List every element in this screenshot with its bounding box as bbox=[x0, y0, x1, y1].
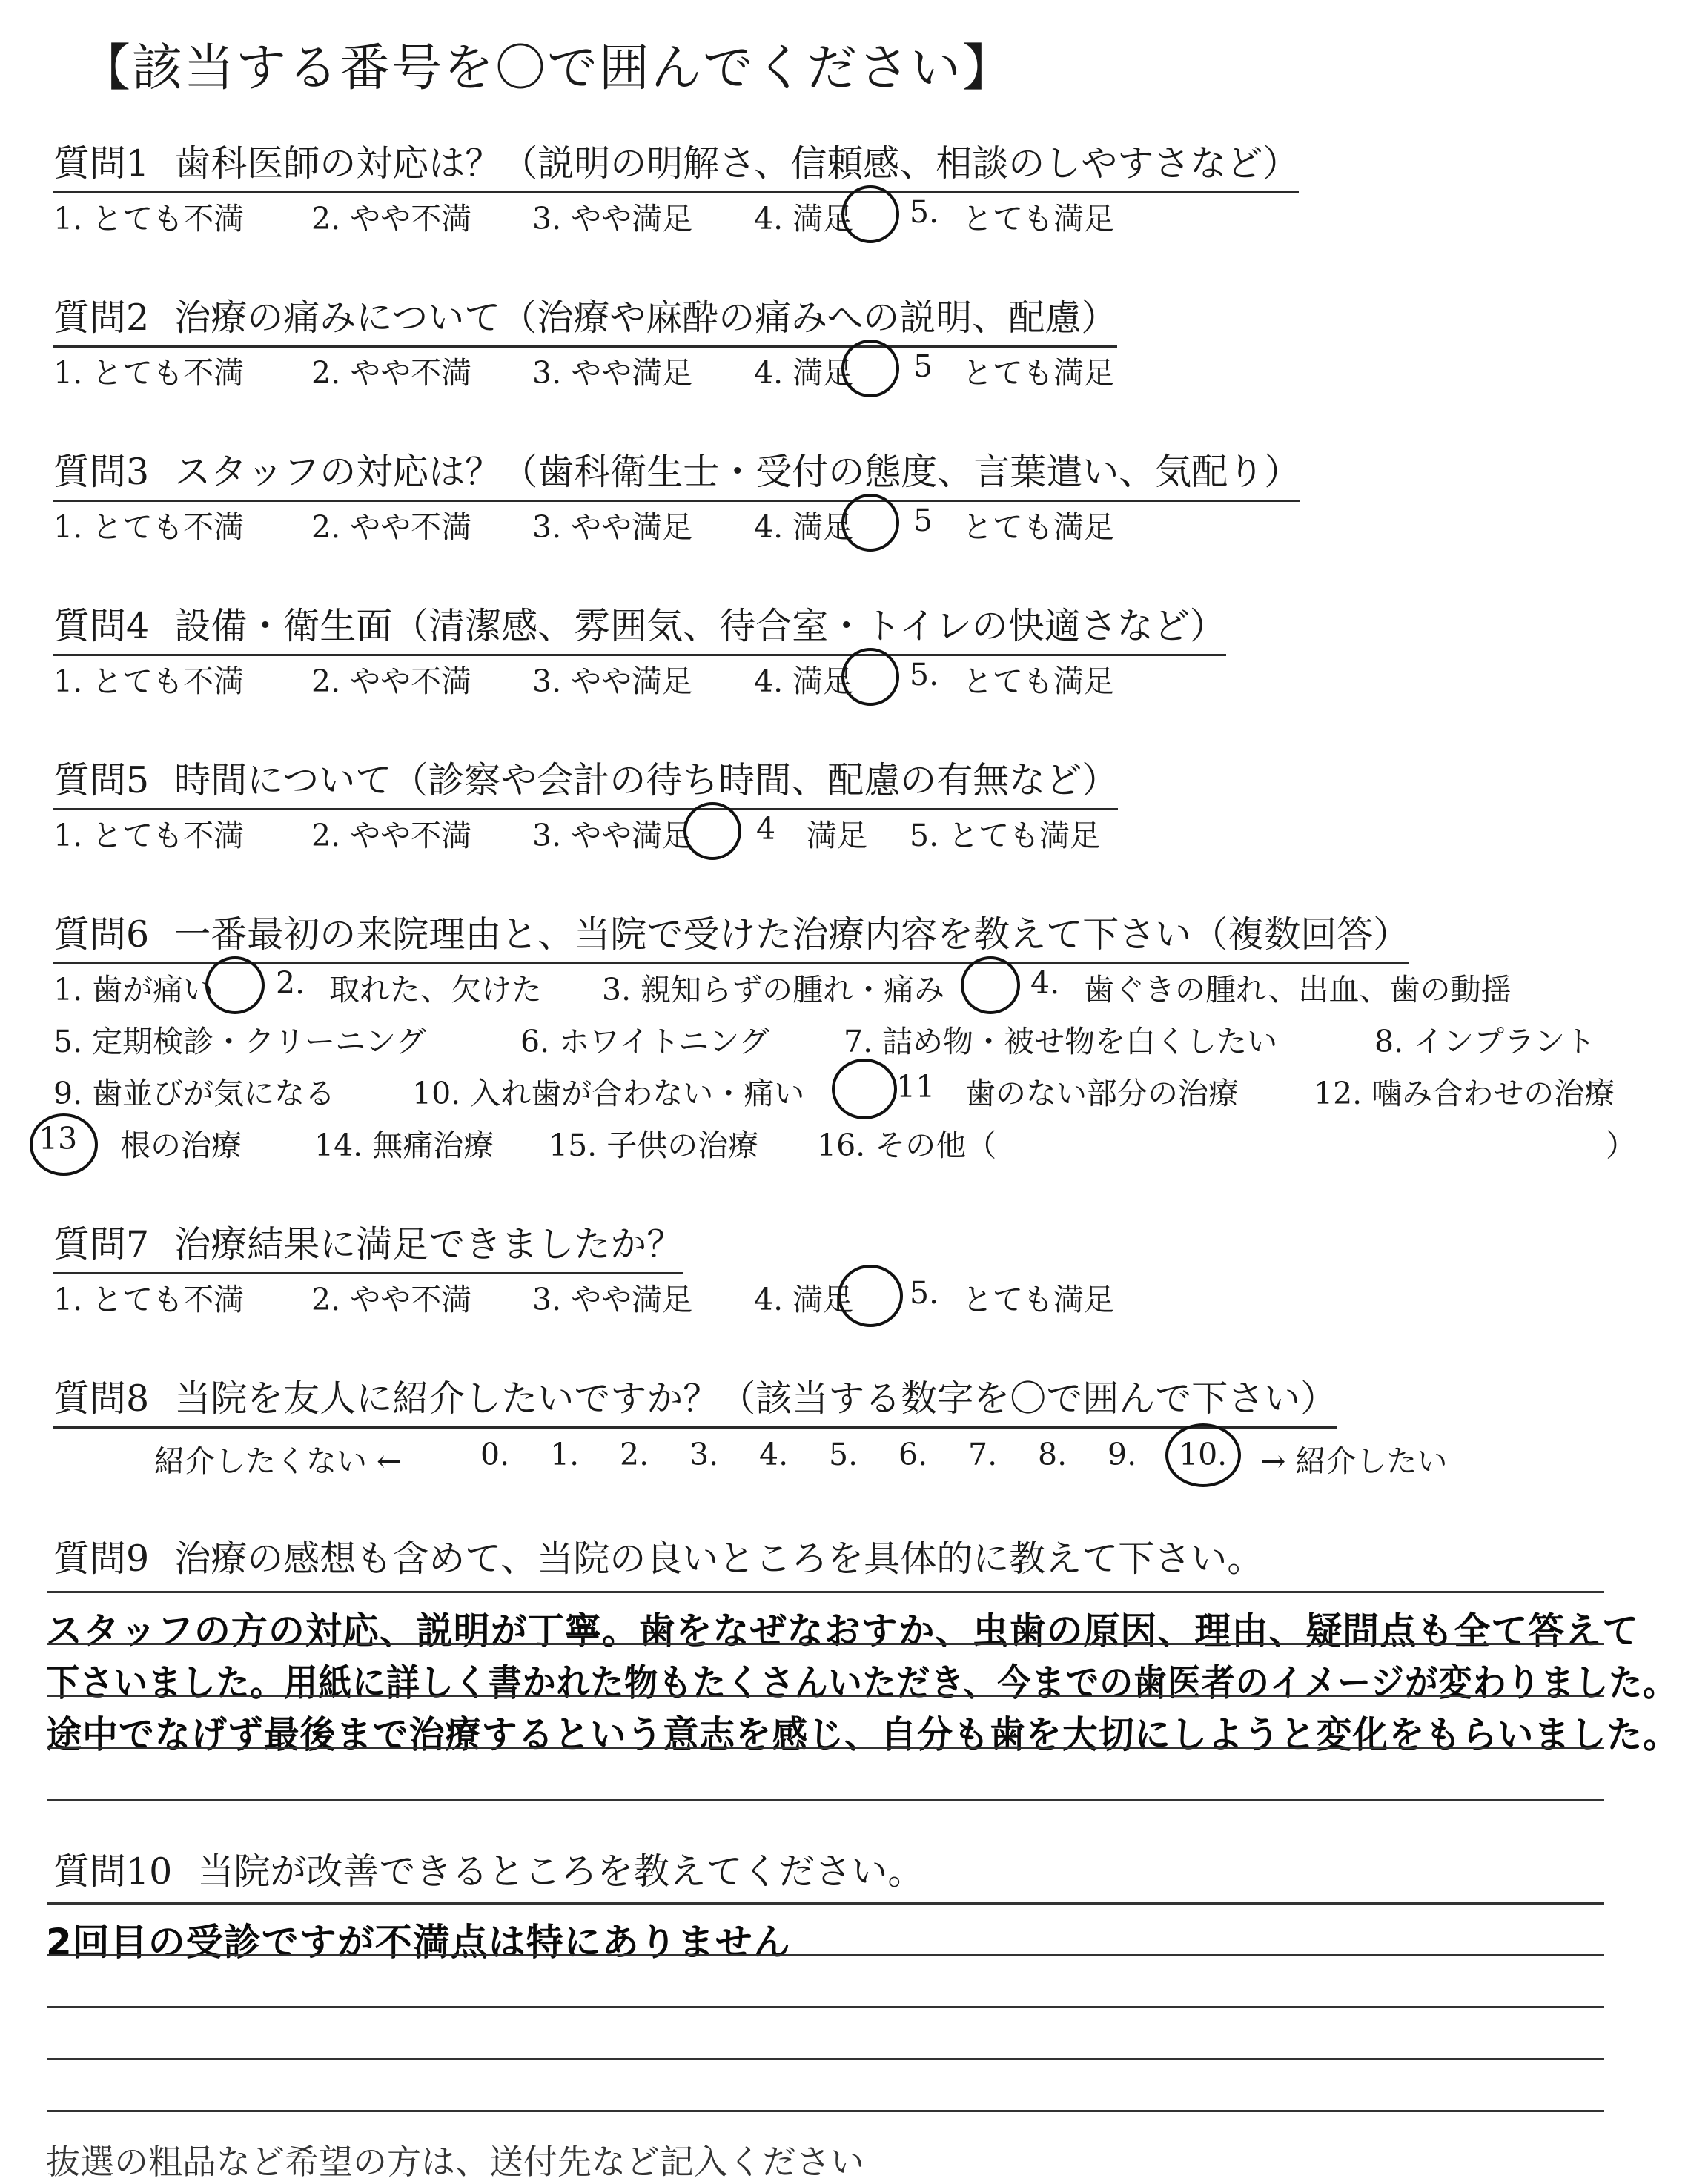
page-title: 【該当する番号を〇で囲んでください】 bbox=[80, 39, 1015, 98]
question-10-number: 質問10 bbox=[53, 1850, 173, 1893]
option-1[interactable]: 1. とても不満 bbox=[53, 509, 245, 545]
scale-9[interactable]: 9. bbox=[1108, 1437, 1137, 1472]
question-6-number: 質問6 bbox=[53, 913, 150, 956]
reason-option[interactable]: 12. 噛み合わせの治療 bbox=[1314, 1076, 1615, 1111]
option-2[interactable]: 2. やや不満 bbox=[311, 818, 472, 853]
reason-option[interactable]: 5. 定期検診・クリーニング bbox=[53, 1024, 426, 1059]
question-8-number: 質問8 bbox=[53, 1377, 150, 1420]
scale-1[interactable]: 1. bbox=[550, 1437, 580, 1472]
answer-line bbox=[47, 1902, 1604, 1905]
answer-circle bbox=[1165, 1423, 1241, 1487]
question-8-heading bbox=[53, 1370, 1337, 1429]
option-5-selected[interactable]: 5. bbox=[910, 194, 939, 230]
reason-option[interactable]: 9. 歯並びが気になる bbox=[53, 1076, 336, 1111]
answer-line bbox=[47, 1747, 1604, 1749]
reason-option[interactable]: 15. 子供の治療 bbox=[549, 1128, 759, 1163]
answer-line bbox=[47, 1799, 1604, 1801]
option-3[interactable]: 3. やや満足 bbox=[532, 509, 693, 545]
reason-option[interactable]: 3. 親知らずの腫れ・痛み bbox=[602, 972, 945, 1007]
reason-option-selected[interactable]: 4. bbox=[1030, 965, 1060, 1001]
option-3[interactable]: 3. やや満足 bbox=[532, 664, 693, 699]
scale-right-label: → 紹介したい bbox=[1260, 1443, 1448, 1479]
question-8-text: 当院を友人に紹介したいですか？（該当する数字を〇で囲んで下さい） bbox=[174, 1377, 1337, 1420]
reason-option[interactable]: 1. 歯が痛い bbox=[53, 972, 214, 1007]
reason-option-label: 歯ぐきの腫れ、出血、歯の動揺 bbox=[1084, 972, 1512, 1007]
reason-option[interactable]: 7. 詰め物・被せ物を白くしたい bbox=[844, 1024, 1278, 1059]
answer-line bbox=[47, 2110, 1604, 2112]
option-3[interactable]: 3. やや満足 bbox=[532, 355, 693, 391]
option-1[interactable]: 1. とても不満 bbox=[53, 1282, 245, 1317]
answer-circle bbox=[683, 802, 741, 860]
question-3-number: 質問3 bbox=[53, 451, 150, 493]
question-9-number: 質問9 bbox=[53, 1538, 150, 1580]
scale-5[interactable]: 5. bbox=[829, 1437, 858, 1472]
answer-line bbox=[47, 1643, 1604, 1645]
option-5-label: とても満足 bbox=[962, 355, 1114, 391]
option-2[interactable]: 2. やや不満 bbox=[311, 201, 472, 236]
question-5-text: 時間について（診察や会計の待ち時間、配慮の有無など） bbox=[174, 759, 1119, 801]
option-3[interactable]: 3. やや満足 bbox=[532, 818, 693, 853]
option-4-selected[interactable]: 4 bbox=[756, 811, 776, 847]
answer-circle bbox=[841, 340, 899, 397]
question-3-heading bbox=[53, 443, 1300, 502]
option-5-label: とても満足 bbox=[962, 664, 1114, 699]
question-5-heading bbox=[53, 752, 1118, 810]
answer-circle bbox=[841, 494, 899, 552]
answer-circle bbox=[30, 1113, 98, 1176]
reason-option-selected[interactable]: 2. bbox=[276, 965, 305, 1001]
option-5-label: とても満足 bbox=[962, 201, 1114, 236]
question-4-number: 質問4 bbox=[53, 605, 150, 647]
scale-6[interactable]: 6. bbox=[898, 1437, 928, 1472]
scale-2[interactable]: 2. bbox=[620, 1437, 649, 1472]
option-5-selected[interactable]: 5 bbox=[913, 348, 933, 384]
option-4[interactable]: 4. 満足 bbox=[754, 1282, 854, 1317]
option-2[interactable]: 2. やや不満 bbox=[311, 355, 472, 391]
footer-note: 抜選の粗品など希望の方は、送付先など記入ください bbox=[46, 2142, 864, 2182]
question-1-number: 質問1 bbox=[53, 142, 150, 185]
question-6-text: 一番最初の来院理由と、当院で受けた治療内容を教えて下さい（複数回答） bbox=[174, 913, 1410, 956]
option-3[interactable]: 3. やや満足 bbox=[532, 1282, 693, 1317]
question-4-text: 設備・衛生面（清潔感、雰囲気、待合室・トイレの快適さなど） bbox=[174, 605, 1226, 647]
handwritten-answer-line-2: 下さいました。用紙に詳しく書かれた物もたくさんいただき、今までの歯医者のイメージが変わりました。 bbox=[46, 1661, 1678, 1704]
reason-option-label: 取れた、欠けた bbox=[329, 972, 542, 1007]
answer-circle bbox=[832, 1059, 897, 1119]
option-1[interactable]: 1. とても不満 bbox=[53, 355, 245, 391]
answer-circle bbox=[841, 185, 899, 243]
option-1[interactable]: 1. とても不満 bbox=[53, 818, 245, 853]
question-9-text: 治療の感想も含めて、当院の良いところを具体的に教えて下さい。 bbox=[174, 1538, 1264, 1580]
question-10-heading bbox=[53, 1843, 924, 1899]
scale-8[interactable]: 8. bbox=[1038, 1437, 1068, 1472]
answer-line bbox=[47, 1954, 1604, 1956]
question-2-text: 治療の痛みについて（治療や麻酔の痛みへの説明、配慮） bbox=[174, 297, 1118, 339]
answer-line bbox=[47, 1591, 1604, 1593]
option-1[interactable]: 1. とても不満 bbox=[53, 664, 245, 699]
option-4[interactable]: 4. 満足 bbox=[754, 201, 854, 236]
option-2[interactable]: 2. やや不満 bbox=[311, 1282, 472, 1317]
question-7-text: 治療結果に満足できましたか？ bbox=[174, 1223, 683, 1265]
reason-other-close: ） bbox=[1606, 1128, 1636, 1163]
handwritten-answer-line-3: 途中でなげず最後まで治療するという意志を感じ、自分も歯を大切にしようと変化をもらいました。 bbox=[46, 1713, 1680, 1756]
reason-option-other[interactable]: 16. その他（ bbox=[817, 1128, 997, 1163]
option-5-label: とても満足 bbox=[962, 1282, 1114, 1317]
option-5-label: とても満足 bbox=[962, 509, 1114, 545]
option-4[interactable]: 4. 満足 bbox=[754, 355, 854, 391]
answer-circle bbox=[205, 956, 265, 1014]
reason-option[interactable]: 6. ホワイトニング bbox=[520, 1024, 769, 1059]
scale-3[interactable]: 3. bbox=[689, 1437, 719, 1472]
reason-option-selected[interactable]: 11 bbox=[896, 1069, 936, 1105]
question-4-heading bbox=[53, 598, 1226, 656]
option-4[interactable]: 4. 満足 bbox=[754, 664, 854, 699]
question-7-number: 質問7 bbox=[53, 1223, 150, 1265]
answer-line bbox=[47, 2006, 1604, 2008]
option-1[interactable]: 1. とても不満 bbox=[53, 201, 245, 236]
question-10-text: 当院が改善できるところを教えてください。 bbox=[197, 1850, 924, 1893]
reason-option-label: 根の治療 bbox=[120, 1128, 242, 1163]
question-1-text: 歯科医師の対応は？（説明の明解さ、信頼感、相談のしやすさなど） bbox=[174, 142, 1300, 185]
question-2-heading bbox=[53, 289, 1117, 348]
answer-line bbox=[47, 1695, 1604, 1697]
question-3-text: スタッフの対応は？（歯科衛生士・受付の態度、言葉遣い、気配り） bbox=[174, 451, 1301, 493]
reason-option[interactable]: 14. 無痛治療 bbox=[314, 1128, 494, 1163]
reason-option-selected[interactable]: 13 bbox=[39, 1121, 78, 1156]
question-2-number: 質問2 bbox=[53, 297, 150, 339]
option-4-label: 満足 bbox=[807, 818, 867, 853]
question-1-heading bbox=[53, 135, 1299, 193]
scale-10-selected[interactable]: 10. bbox=[1179, 1437, 1228, 1472]
option-5-selected[interactable]: 5. bbox=[910, 657, 939, 692]
reason-option[interactable]: 8. インプラント bbox=[1374, 1024, 1596, 1059]
question-7-heading bbox=[53, 1216, 683, 1274]
scale-0[interactable]: 0. bbox=[480, 1437, 510, 1472]
reason-option-label: 歯のない部分の治療 bbox=[965, 1076, 1239, 1111]
handwritten-answer-line-1: 2回目の受診ですが不満点は特にありません bbox=[46, 1921, 791, 1964]
option-2[interactable]: 2. やや不満 bbox=[311, 509, 472, 545]
option-2[interactable]: 2. やや不満 bbox=[311, 664, 472, 699]
reason-option[interactable]: 10. 入れ歯が合わない・痛い bbox=[412, 1076, 805, 1111]
question-5-number: 質問5 bbox=[53, 759, 150, 801]
option-5-selected[interactable]: 5. bbox=[910, 1275, 939, 1311]
scale-7[interactable]: 7. bbox=[968, 1437, 998, 1472]
scale-left-label: 紹介したくない ← bbox=[154, 1443, 403, 1479]
answer-line bbox=[47, 2058, 1604, 2060]
question-9-heading bbox=[53, 1530, 1263, 1586]
handwritten-answer-line-1: スタッフの方の対応、説明が丁寧。歯をなぜなおすか、虫歯の原因、理由、疑問点も全て答えて bbox=[46, 1609, 1640, 1652]
option-5[interactable]: 5. とても満足 bbox=[910, 818, 1101, 853]
scale-4[interactable]: 4. bbox=[759, 1437, 789, 1472]
option-4[interactable]: 4. 満足 bbox=[754, 509, 854, 545]
answer-circle bbox=[841, 648, 899, 706]
option-3[interactable]: 3. やや満足 bbox=[532, 201, 693, 236]
answer-circle bbox=[961, 956, 1020, 1014]
answer-circle bbox=[838, 1265, 903, 1327]
question-6-heading bbox=[53, 906, 1409, 964]
option-5-selected[interactable]: 5 bbox=[913, 503, 933, 538]
